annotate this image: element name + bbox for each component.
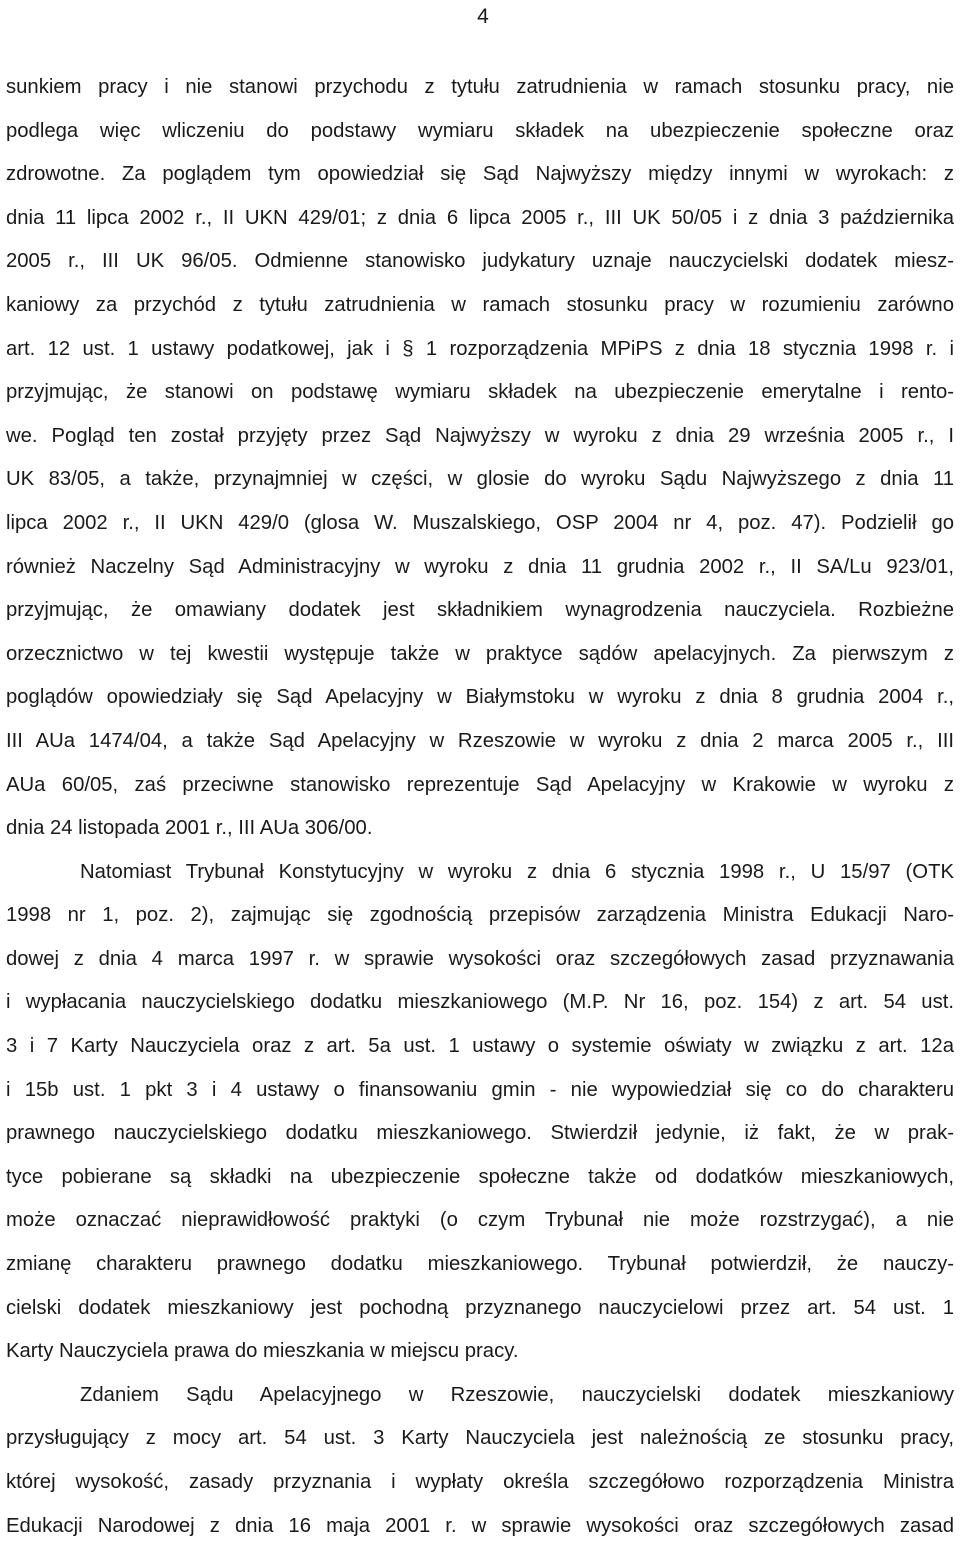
text-line: dnia 11 lipca 2002 r., II UKN 429/01; z dnia 6 lipca 2005 r., III UK 50/05 i z dnia 3 października: [6, 206, 954, 229]
text-line: dnia 24 listopada 2001 r., III AUa 306/00.: [6, 817, 373, 840]
text-line: lipca 2002 r., II UKN 429/0 (glosa W. Muszalskiego, OSP 2004 nr 4, poz. 47). Podzielił go: [6, 511, 954, 534]
text-line: III AUa 1474/04, a także Sąd Apelacyjny w Rzeszowie w wyroku z dnia 2 marca 2005 r., III: [6, 729, 954, 752]
text-line: również Naczelny Sąd Administracyjny w wyroku z dnia 11 grudnia 2002 r., II SA/Lu 923/01,: [6, 555, 954, 578]
text-line: Natomiast Trybunał Konstytucyjny w wyroku z dnia 6 stycznia 1998 r., U 15/97 (OTK: [80, 860, 954, 883]
text-line: dowej z dnia 4 marca 1997 r. w sprawie wysokości oraz szczegółowych zasad przyznawania: [6, 947, 954, 970]
text-line: 3 i 7 Karty Nauczyciela oraz z art. 5a ust. 1 ustawy o systemie oświaty w związku z art. 12a: [6, 1035, 954, 1058]
text-line: we. Pogląd ten został przyjęty przez Sąd Najwyższy w wyroku z dnia 29 września 2005 r., I: [6, 424, 954, 447]
paragraph: [6, 66, 954, 851]
text-line: AUa 60/05, zaś przeciwne stanowisko reprezentuje Sąd Apelacyjny w Krakowie w wyroku z: [6, 773, 954, 796]
text-line: orzecznictwo w tej kwestii występuje także w praktyce sądów apelacyjnych. Za pierwszym z: [6, 642, 954, 665]
text-line: tyce pobierane są składki na ubezpieczenie społeczne także od dodatków mieszkaniowych,: [6, 1165, 954, 1188]
text-line: kaniowy za przychód z tytułu zatrudnienia w ramach stosunku pracy w rozumieniu zarówno: [6, 293, 954, 316]
text-line: Zdaniem Sądu Apelacyjnego w Rzeszowie, nauczycielski dodatek mieszkaniowy: [80, 1383, 954, 1406]
text-line: sunkiem pracy i nie stanowi przychodu z tytułu zatrudnienia w ramach stosunku pracy, nie: [6, 76, 954, 98]
text-line: przysługujący z mocy art. 54 ust. 3 Karty Nauczyciela jest należnością ze stosunku pracy,: [6, 1427, 954, 1450]
text-line: której wysokość, zasady przyznania i wypłaty określa szczegółowo rozporządzenia Ministra: [6, 1471, 954, 1493]
paragraph: [6, 1374, 954, 1548]
text-line: zmianę charakteru prawnego dodatku mieszkaniowego. Trybunał potwierdził, że nauczy-: [6, 1253, 954, 1276]
text-line: przyjmując, że stanowi on podstawę wymiaru składek na ubezpieczenie emerytalne i rento-: [6, 381, 954, 404]
text-line: cielski dodatek mieszkaniowy jest pochodną przyznanego nauczycielowi przez art. 54 ust. 1: [6, 1296, 954, 1319]
text-line: art. 12 ust. 1 ustawy podatkowej, jak i § 1 rozporządzenia MPiPS z dnia 18 stycznia 1998 r. i: [6, 337, 954, 360]
text-line: 2005 r., III UK 96/05. Odmienne stanowisko judykatury uznaje nauczycielski dodatek miesz-: [6, 250, 954, 273]
text-line: 1998 nr 1, poz. 2), zajmując się zgodnością przepisów zarządzenia Ministra Edukacji Naro-: [6, 904, 954, 927]
document-body: [6, 66, 954, 1548]
text-line: Karty Nauczyciela prawa do mieszkania w miejscu pracy.: [6, 1340, 519, 1363]
text-line: UK 83/05, a także, przynajmniej w części, w glosie do wyroku Sądu Najwyższego z dnia 11: [6, 468, 954, 491]
text-line: podlega więc wliczeniu do podstawy wymiaru składek na ubezpieczenie społeczne oraz: [6, 119, 954, 142]
text-line: może oznaczać nieprawidłowość praktyki (o czym Trybunał nie może rozstrzygać), a nie: [6, 1209, 954, 1232]
text-line: poglądów opowiedziały się Sąd Apelacyjny w Białymstoku w wyroku z dnia 8 grudnia 2004 r.,: [6, 686, 954, 709]
text-line: zdrowotne. Za poglądem tym opowiedział się Sąd Najwyższy między innymi w wyrokach: z: [6, 163, 954, 186]
text-line: i wypłacania nauczycielskiego dodatku mieszkaniowego (M.P. Nr 16, poz. 154) z art. 54 ust.: [6, 991, 954, 1014]
text-line: przyjmując, że omawiany dodatek jest składnikiem wynagrodzenia nauczyciela. Rozbieżne: [6, 599, 954, 622]
text-line: i 15b ust. 1 pkt 3 i 4 ustawy o finansowaniu gmin - nie wypowiedział się co do charakteru: [6, 1078, 954, 1101]
text-line: prawnego nauczycielskiego dodatku mieszkaniowego. Stwierdził jedynie, iż fakt, że w prak-: [6, 1122, 954, 1145]
page-number: 4: [477, 5, 489, 28]
text-line: Edukacji Narodowej z dnia 16 maja 2001 r. w sprawie wysokości oraz szczegółowych zasad: [6, 1514, 954, 1537]
paragraph: [6, 851, 954, 1374]
